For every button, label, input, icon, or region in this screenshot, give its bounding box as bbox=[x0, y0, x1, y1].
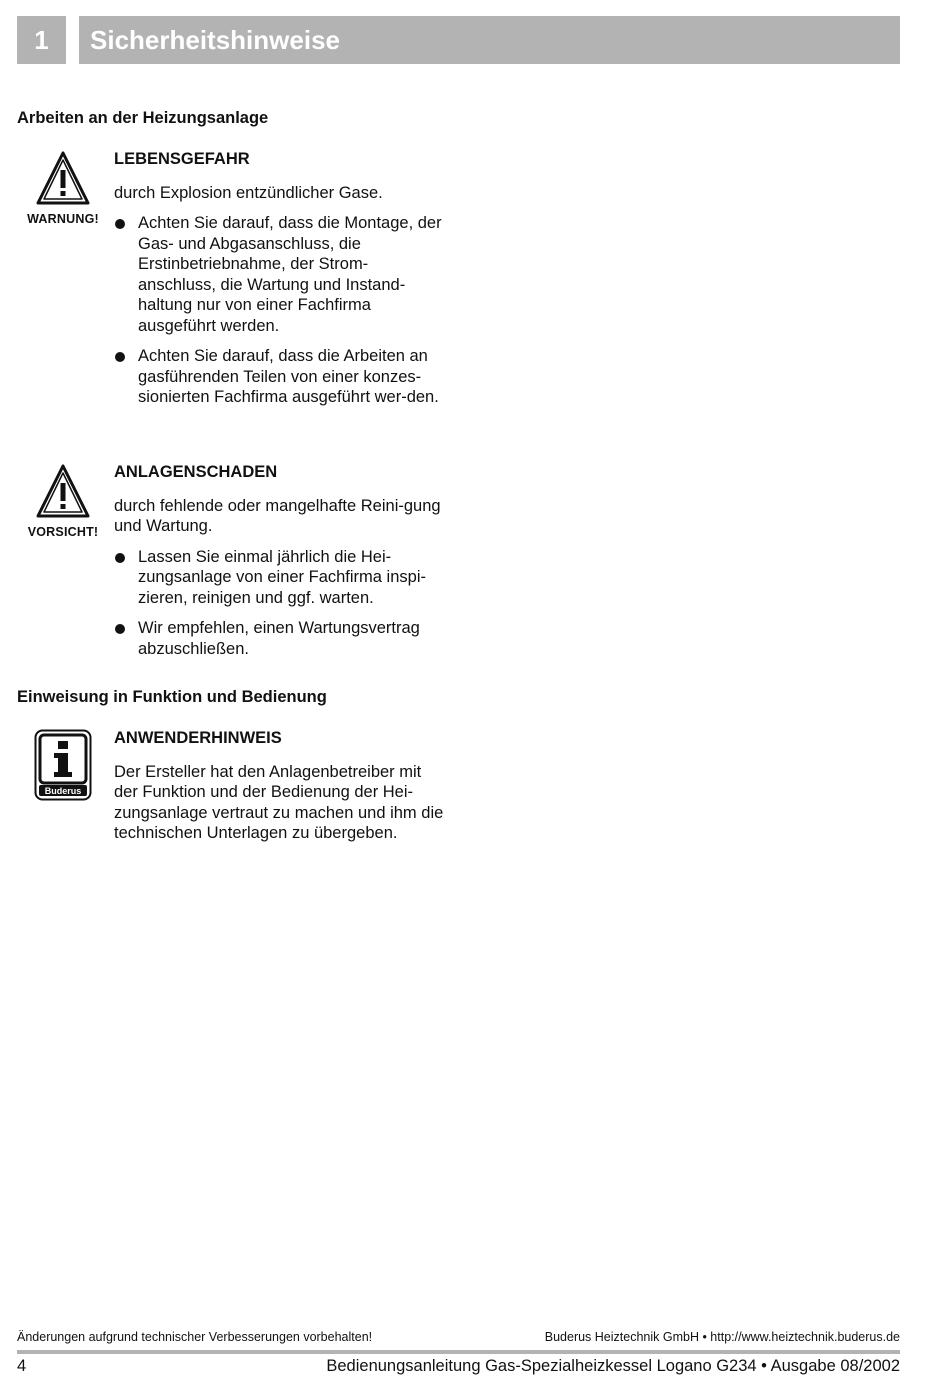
document-title: Bedienungsanleitung Gas-Spezialheizkessel Logano G234 • Ausgabe 08/2002 bbox=[326, 1357, 900, 1375]
chapter-title: Sicherheitshinweise bbox=[79, 16, 900, 64]
caution-notice bbox=[114, 462, 444, 669]
caution-triangle-icon bbox=[35, 463, 91, 519]
warning-block-icon bbox=[17, 150, 109, 226]
section-heading-heizungsanlage: Arbeiten an der Heizungsanlage bbox=[17, 109, 269, 127]
caution-bullet-1: Lassen Sie einmal jährlich die Hei-zungsanlage von einer Fachfirma inspi-zieren, reinigen und ggf. warten. bbox=[114, 547, 444, 609]
section-heading-einweisung: Einweisung in Funktion und Bedienung bbox=[17, 688, 327, 706]
info-notice bbox=[114, 728, 444, 844]
caution-block-icon bbox=[17, 463, 109, 539]
warning-notice bbox=[114, 149, 444, 418]
warning-bullet-2: Achten Sie darauf, dass die Arbeiten an gasführenden Teilen von einer konzes-sionierten Fachfirma ausgeführt wer-den. bbox=[114, 346, 444, 408]
warning-bullet-1: Achten Sie darauf, dass die Montage, der Gas- und Abgasanschluss, die Erstinbetriebnahme, der Strom-anschluss, die Wartung und Instand-haltung nur von einer Fachfirma ausgeführt werden. bbox=[114, 213, 444, 336]
warning-triangle-icon bbox=[35, 150, 91, 206]
warning-intro: durch Explosion entzündlicher Gase. bbox=[114, 183, 383, 202]
info-block-icon bbox=[17, 729, 109, 801]
warning-title: LEBENSGEFAHR bbox=[114, 150, 250, 168]
page-number: 4 bbox=[17, 1357, 27, 1375]
info-text: Der Ersteller hat den Anlagenbetreiber mit der Funktion und der Bedienung der Hei-zungsanlage vertraut zu machen und ihm die technischen Unterlagen zu übergeben. bbox=[114, 762, 444, 842]
caution-intro: durch fehlende oder mangelhafte Reini-gung und Wartung. bbox=[114, 496, 441, 535]
chapter-number: 1 bbox=[17, 16, 66, 64]
warning-bullet-list bbox=[114, 213, 444, 408]
warning-label: WARNUNG! bbox=[27, 212, 99, 226]
caution-bullet-2: Wir empfehlen, einen Wartungsvertrag abzuschließen. bbox=[114, 618, 444, 659]
info-title: ANWENDERHINWEIS bbox=[114, 729, 282, 747]
caution-bullet-list bbox=[114, 547, 444, 660]
buderus-logo-text: Buderus bbox=[44, 786, 82, 796]
info-icon bbox=[34, 729, 92, 801]
footer-company: Buderus Heiztechnik GmbH • http://www.heiztechnik.buderus.de bbox=[544, 1330, 900, 1344]
caution-label: VORSICHT! bbox=[27, 525, 99, 539]
footer-divider bbox=[17, 1350, 900, 1354]
footer-note: Änderungen aufgrund technischer Verbesserungen vorbehalten! bbox=[17, 1330, 373, 1344]
caution-title: ANLAGENSCHADEN bbox=[114, 463, 278, 481]
